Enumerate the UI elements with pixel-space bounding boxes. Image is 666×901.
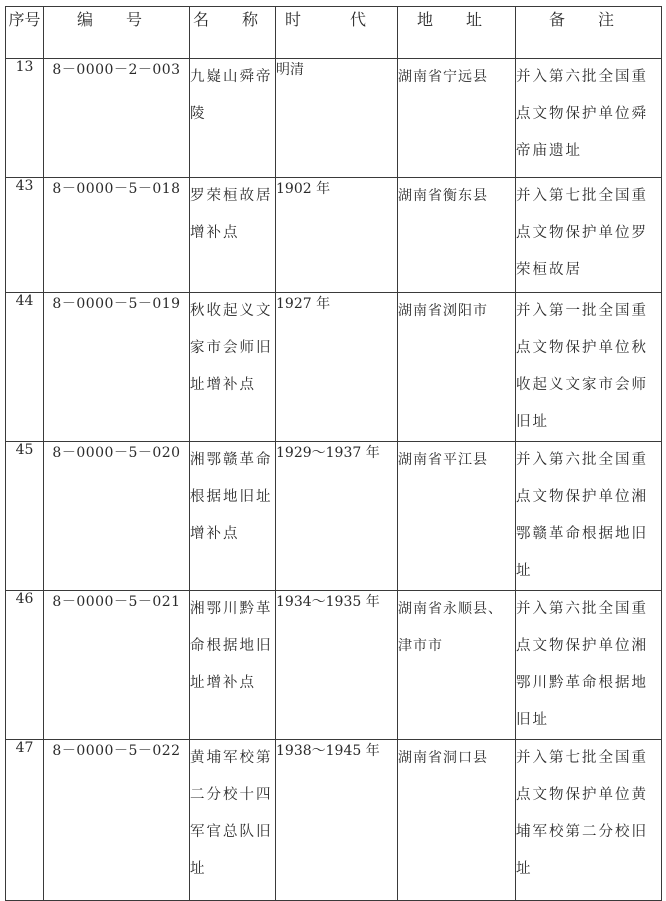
header-row: [6, 7, 662, 59]
cell-name: 湘鄂川黔革命根据地旧址增补点: [190, 591, 276, 740]
cell-name: 黄埔军校第二分校十四军官总队旧址: [190, 740, 276, 901]
cell-note: 并入第七批全国重点文物保护单位黄埔军校第二分校旧址: [516, 740, 662, 901]
cell-seq: 44: [6, 293, 44, 442]
cell-seq: 43: [6, 178, 44, 293]
cell-code: 8－0000－5－021: [44, 591, 190, 740]
cell-code: 8－0000－5－020: [44, 442, 190, 591]
cell-address: 湖南省平江县: [398, 442, 516, 591]
cell-name: 罗荣桓故居增补点: [190, 178, 276, 293]
cell-name: 湘鄂赣革命根据地旧址增补点: [190, 442, 276, 591]
cell-address: 湖南省永顺县、津市市: [398, 591, 516, 740]
cell-note: 并入第六批全国重点文物保护单位舜帝庙遗址: [516, 59, 662, 178]
cell-era: 1929～1937 年: [276, 442, 398, 591]
header-name: 名 称: [190, 7, 276, 59]
cell-name: 九嶷山舜帝陵: [190, 59, 276, 178]
cell-era: 明清: [276, 59, 398, 178]
cell-note: 并入第七批全国重点文物保护单位罗荣桓故居: [516, 178, 662, 293]
cell-note: 并入第一批全国重点文物保护单位秋收起义文家市会师旧址: [516, 293, 662, 442]
cell-era: 1927 年: [276, 293, 398, 442]
table-row: [6, 293, 662, 442]
table-row: [6, 740, 662, 901]
table-row: [6, 59, 662, 178]
cell-code: 8－0000－5－022: [44, 740, 190, 901]
header-code: 编 号: [44, 7, 190, 59]
cell-seq: 45: [6, 442, 44, 591]
header-note: 备 注: [516, 7, 662, 59]
header-address: 地 址: [398, 7, 516, 59]
cell-era: 1934～1935 年: [276, 591, 398, 740]
cell-note: 并入第六批全国重点文物保护单位湘鄂川黔革命根据地旧址: [516, 591, 662, 740]
cell-code: 8－0000－5－019: [44, 293, 190, 442]
cell-address: 湖南省宁远县: [398, 59, 516, 178]
cell-code: 8－0000－5－018: [44, 178, 190, 293]
cell-address: 湖南省浏阳市: [398, 293, 516, 442]
cell-address: 湖南省衡东县: [398, 178, 516, 293]
table-row: [6, 178, 662, 293]
cell-name: 秋收起义文家市会师旧址增补点: [190, 293, 276, 442]
cell-code: 8－0000－2－003: [44, 59, 190, 178]
heritage-table: [5, 6, 662, 901]
table-row: [6, 442, 662, 591]
cell-seq: 47: [6, 740, 44, 901]
cell-address: 湖南省洞口县: [398, 740, 516, 901]
cell-note: 并入第六批全国重点文物保护单位湘鄂赣革命根据地旧址: [516, 442, 662, 591]
cell-seq: 46: [6, 591, 44, 740]
cell-era: 1902 年: [276, 178, 398, 293]
header-seq: 序号: [6, 7, 44, 59]
cell-era: 1938～1945 年: [276, 740, 398, 901]
cell-seq: 13: [6, 59, 44, 178]
table-row: [6, 591, 662, 740]
header-era: 时 代: [276, 7, 398, 59]
